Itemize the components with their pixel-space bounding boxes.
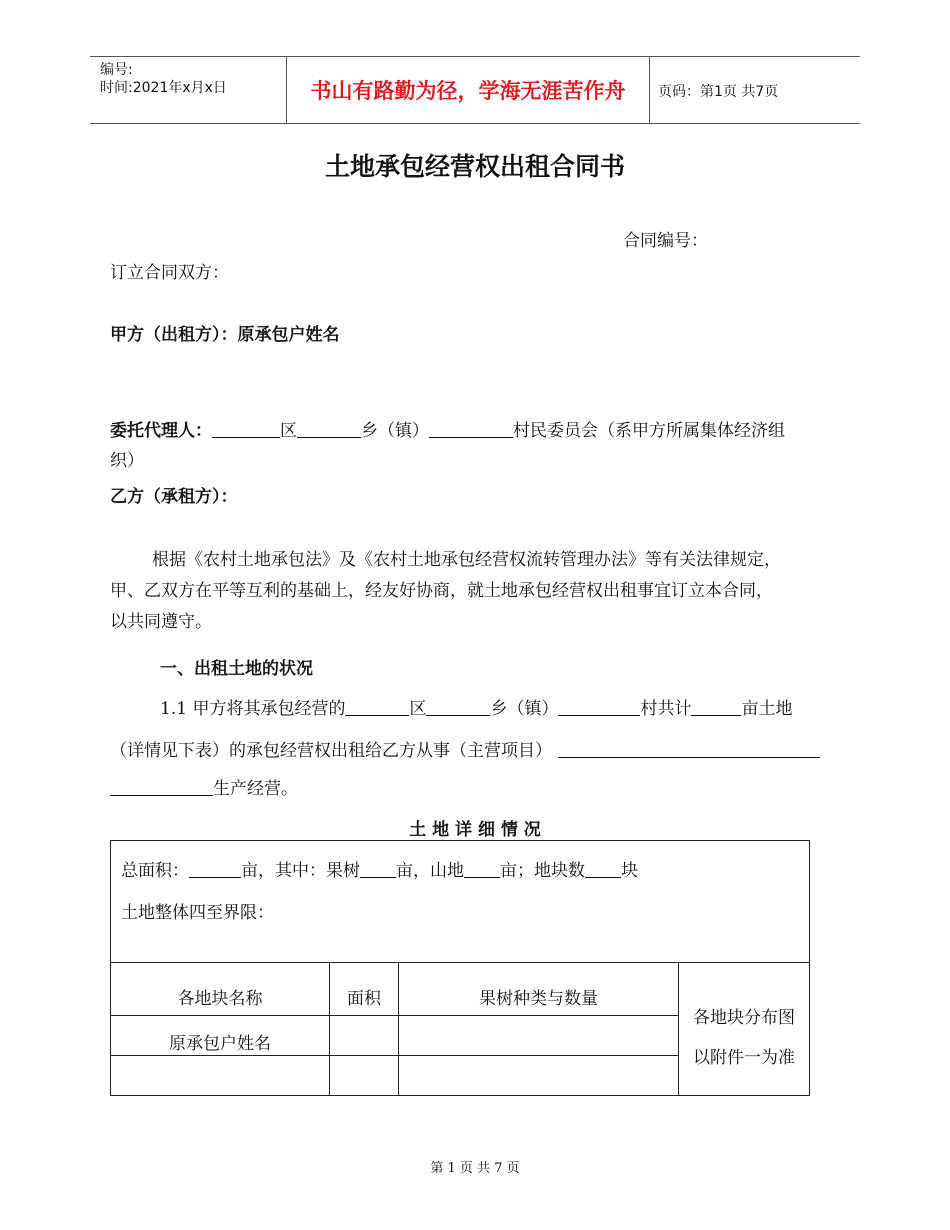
agent-line (110, 416, 785, 441)
document-title: 土地承包经营权出租合同书 (324, 152, 625, 181)
header-page-info: 页码：第1页 共7页 (658, 84, 779, 100)
header-meta (100, 61, 227, 97)
table-row-divider (111, 1055, 678, 1056)
block-count-blank[interactable] (585, 860, 621, 878)
agent-village-committee: 村民委员会（系甲方所属集体经济组 (513, 421, 785, 441)
page-footer: 第 1 页 共 7 页 (430, 1161, 520, 1176)
main-project-blank[interactable] (558, 740, 820, 758)
total-area-mu3: 亩；地块数 (500, 861, 585, 881)
clause-village-blank[interactable] (558, 698, 640, 716)
agent-village-blank[interactable] (429, 420, 513, 438)
table-column-divider (678, 962, 679, 1096)
clause-1-1-suffix: 生产经营。 (213, 779, 298, 799)
total-area-mu2: 亩，山地 (396, 861, 464, 881)
header-number-label: 编号: (100, 62, 133, 78)
clause-mu-blank[interactable] (691, 698, 741, 716)
table-column-divider (398, 962, 399, 1096)
total-area-block: 块 (621, 861, 638, 881)
clause-district-label: 区 (409, 699, 427, 719)
boundary-label: 土地整体四至界限： (121, 903, 274, 923)
clause-township-label: 乡（镇） (490, 699, 559, 719)
column-header-block-name: 各地块名称 (177, 989, 263, 1009)
table-column-divider (329, 962, 330, 1096)
column-header-fruit-trees: 果树种类与数量 (479, 989, 598, 1009)
preamble-line-1: 根据《农村土地承包法》及《农村土地承包经营权流转管理办法》等有关法律规定， (152, 550, 781, 570)
header-motto: 书山有路勤为径，学海无涯苦作舟 (286, 57, 650, 123)
total-area-blank[interactable] (189, 860, 241, 878)
clause-1-1-prefix: 1.1 甲方将其承包经营的 (160, 699, 346, 719)
table-cell: 原承包户姓名 (169, 1034, 271, 1054)
agent-township-blank[interactable] (297, 420, 361, 438)
clause-district-blank[interactable] (345, 698, 409, 716)
total-area-line (121, 856, 638, 881)
main-project-blank-2[interactable] (110, 778, 213, 796)
party-a: 甲方（出租方）：原承包户姓名 (110, 325, 340, 345)
agent-district-blank[interactable] (212, 420, 280, 438)
party-b: 乙方（承租方）： (110, 487, 238, 507)
table-divider (111, 962, 809, 963)
table-row-divider (111, 1015, 678, 1016)
clause-1-1-line-2-text: （详情见下表）的承包经营权出租给乙方从事（主营项目） (110, 741, 552, 761)
agent-district-label: 区 (280, 421, 297, 441)
document-header (90, 56, 860, 124)
contract-number-label: 合同编号： (623, 231, 708, 251)
section-1-heading: 一、出租土地的状况 (160, 659, 313, 679)
fruit-area-blank[interactable] (360, 860, 396, 878)
land-details-table (110, 840, 810, 1096)
clause-1-1-line-1 (160, 694, 792, 719)
clause-township-blank[interactable] (426, 698, 490, 716)
preamble-line-3: 以共同遵守。 (110, 612, 212, 632)
clause-1-1-line-2 (110, 736, 820, 761)
clause-1-1-line-3 (110, 774, 298, 799)
clause-mu-label: 亩土地 (741, 699, 793, 719)
distribution-note-line-1: 各地块分布图 (693, 1008, 795, 1028)
total-area-mu1: 亩，其中：果树 (241, 861, 360, 881)
column-header-area: 面积 (347, 989, 381, 1009)
clause-village-label: 村共计 (640, 699, 692, 719)
preamble-line-2: 甲、乙双方在平等互利的基础上，经友好协商，就土地承包经营权出租事宜订立本合同， (110, 581, 773, 601)
land-table-caption: 土 地 详 细 情 况 (409, 820, 541, 840)
agent-label: 委托代理人： (110, 421, 212, 441)
distribution-note-line-2: 以附件一为准 (693, 1048, 795, 1068)
agent-line-2: 织） (110, 451, 144, 471)
agent-township-label: 乡（镇） (361, 421, 429, 441)
header-time-label: 时间:2021年x月x日 (100, 80, 227, 96)
total-area-label: 总面积： (121, 861, 189, 881)
hill-area-blank[interactable] (464, 860, 500, 878)
parties-intro: 订立合同双方： (110, 263, 229, 283)
